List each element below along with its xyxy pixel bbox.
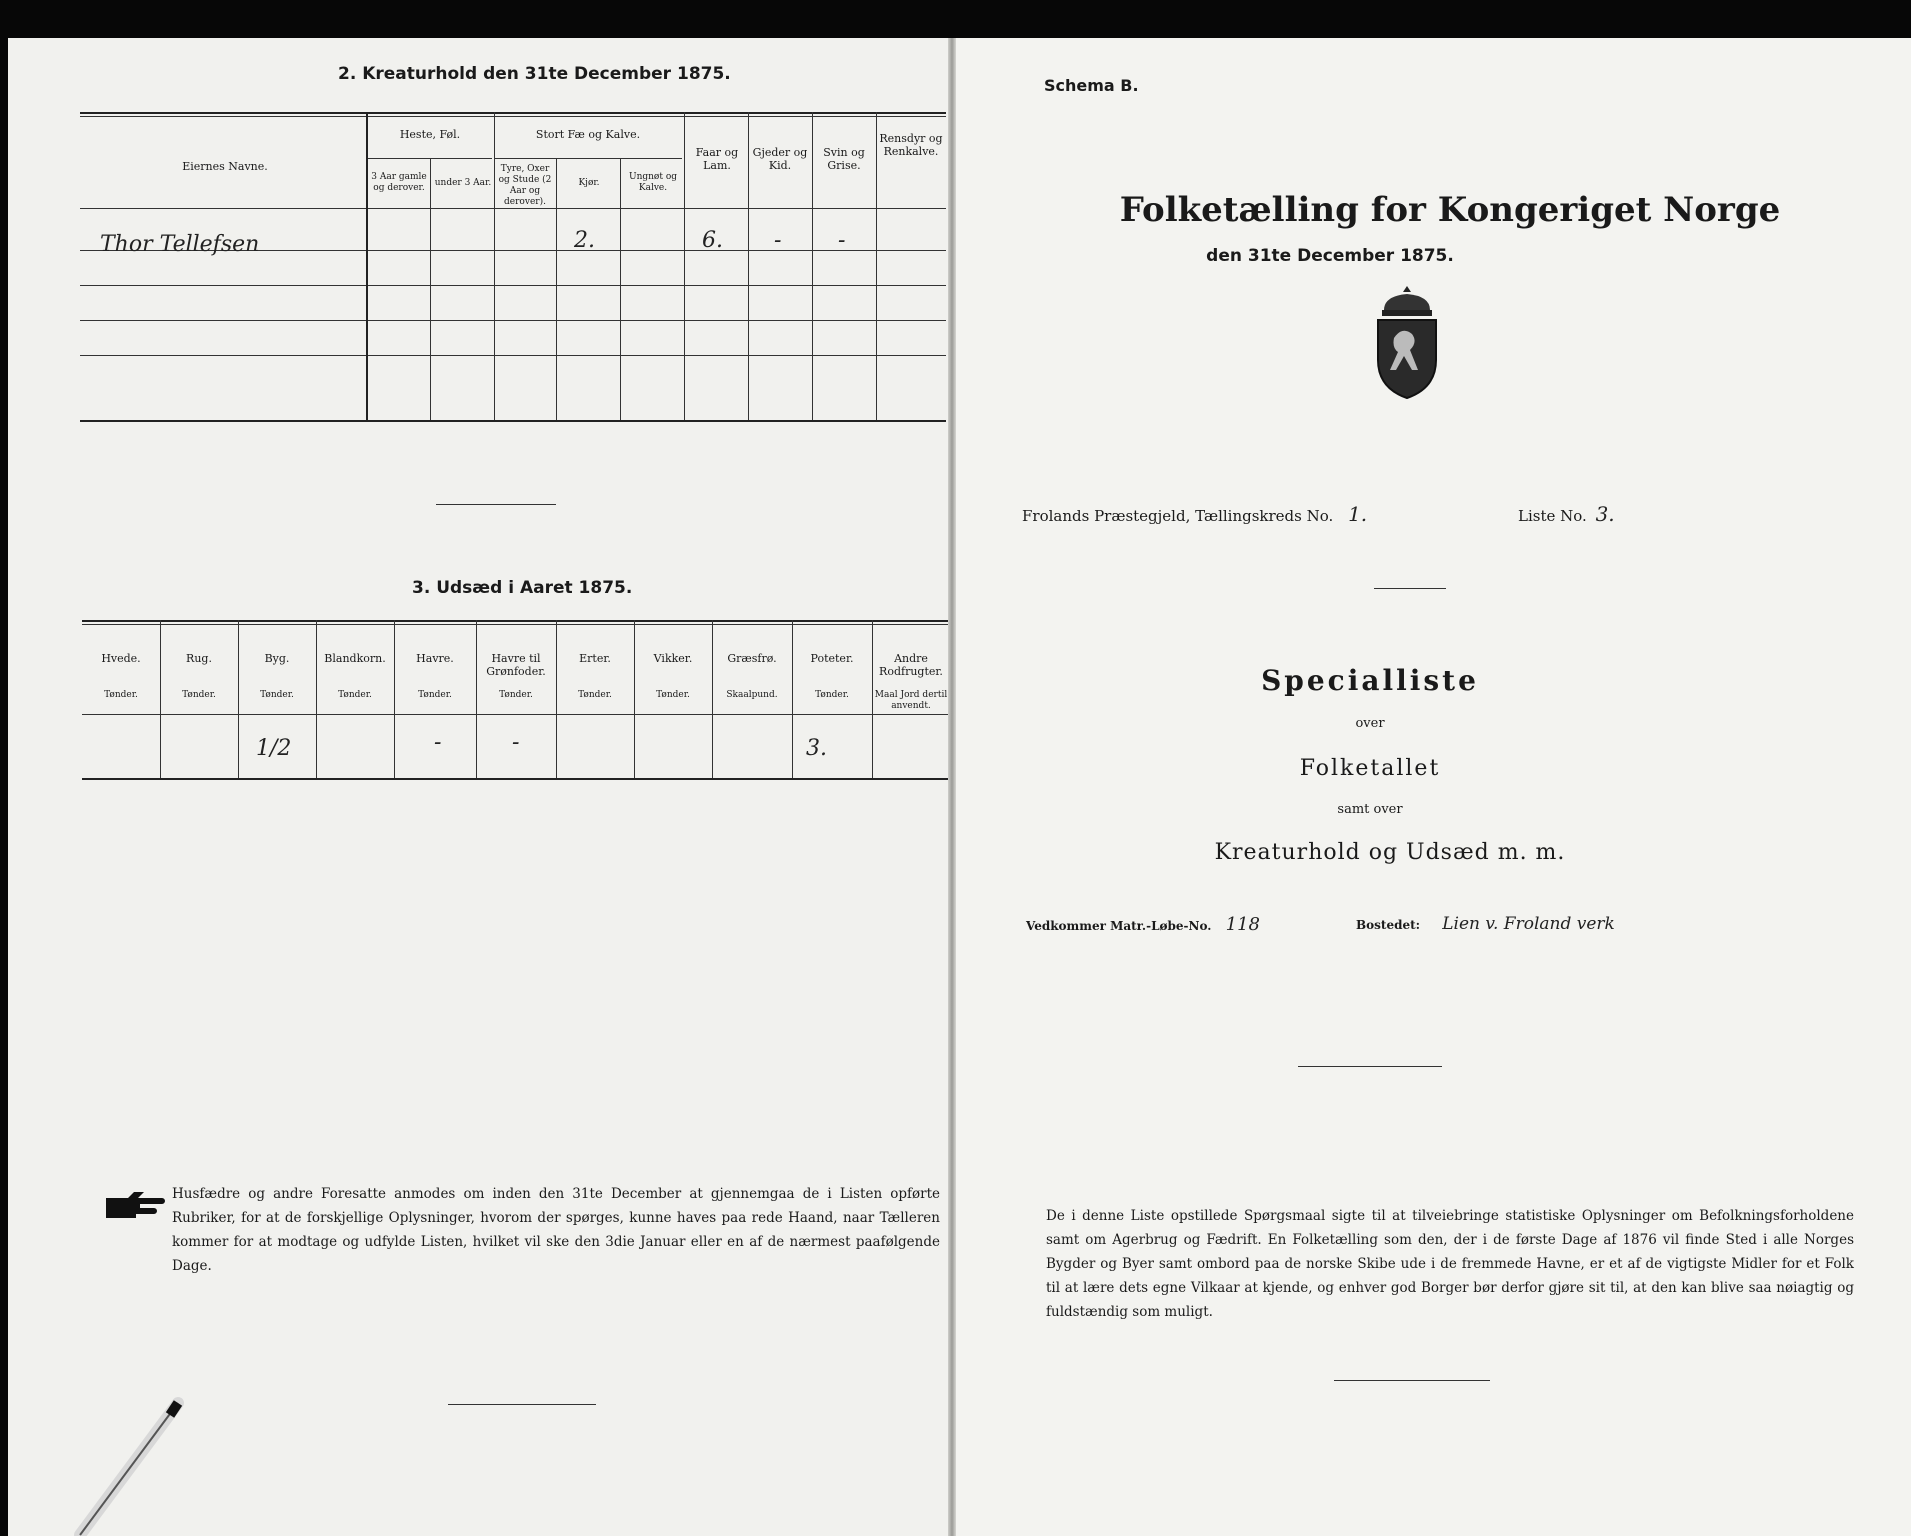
- kreds-label: Tællingskreds No.: [1195, 507, 1334, 525]
- col-unit-9: Tønder.: [815, 690, 849, 700]
- over-1: over: [1355, 716, 1385, 731]
- book-gutter: [948, 38, 956, 1536]
- group-horses: Heste, Føl.: [399, 128, 461, 141]
- col-unit-0: Tønder.: [104, 690, 138, 700]
- bosted-label: Bostedet:: [1356, 918, 1421, 932]
- divider-short: [436, 504, 556, 505]
- col-head-4: Havre.: [416, 652, 454, 665]
- divider-bottom-left: [448, 1404, 596, 1405]
- col-head-7: Vikker.: [653, 652, 693, 665]
- census-date: den 31te December 1875.: [1206, 246, 1454, 266]
- table3-top-rule: [82, 620, 948, 622]
- value-green-fodder: -: [512, 730, 520, 755]
- divider-right-1: [1374, 588, 1446, 589]
- section2-title: 2. Kreaturhold den 31te December 1875.: [338, 64, 731, 84]
- value-barley: 1/2: [256, 736, 292, 761]
- liste-value: 3.: [1595, 502, 1615, 526]
- col-unit-10: Maal Jord dertil anvendt.: [874, 690, 948, 711]
- liste-label: Liste No.: [1518, 507, 1587, 525]
- group-cattle: Stort Fæ og Kalve.: [535, 128, 641, 141]
- value-potatoes: 3.: [806, 736, 827, 761]
- col-head-2: Byg.: [264, 652, 290, 665]
- col-unit-1: Tønder.: [182, 690, 216, 700]
- col-head-5: Havre til Grønfoder.: [486, 652, 546, 678]
- col-unit-7: Tønder.: [656, 690, 690, 700]
- divider-right-2: [1298, 1066, 1442, 1067]
- liste: [1518, 502, 1615, 526]
- pointing-hand-icon: [104, 1188, 166, 1220]
- col-unit-3: Tønder.: [338, 690, 372, 700]
- table2-header-rule: [80, 208, 946, 209]
- kreaturhold-title: Kreaturhold og Udsæd m. m.: [1214, 840, 1566, 865]
- col-unit-2: Tønder.: [260, 690, 294, 700]
- divider-right-3: [1334, 1380, 1490, 1381]
- col-unit-6: Tønder.: [578, 690, 612, 700]
- bosted-field: [1356, 914, 1615, 934]
- value-oats: -: [434, 730, 442, 755]
- col-head-1: Rug.: [186, 652, 212, 665]
- col-head-0: Hvede.: [101, 652, 141, 665]
- bosted-value: Lien v. Froland verk: [1442, 914, 1615, 934]
- notice-text: Husfædre og andre Foresatte anmodes om inden den 31te December at gjennemgaa de i Listen opførte Rubriker, for at de forskjellige Oplysninger, hvorom der spørges, kunne haves paa rede Haand, naar Tælleren kommer for at modtage og udfylde Listen, hvilket vil ske den 3die Januar eller en af de nærmest paafølgende Dage.: [172, 1186, 940, 1274]
- census-title: Folketælling for Kongeriget Norge: [1119, 190, 1781, 230]
- coat-of-arms-icon: [1364, 282, 1450, 400]
- col-head-8: Græsfrø.: [727, 652, 777, 665]
- matr-field: [1026, 914, 1260, 935]
- table2-top-rule: [80, 112, 946, 114]
- col-young-cattle: Ungnøt og Kalve.: [628, 172, 677, 193]
- section3-title: 3. Udsæd i Aaret 1875.: [412, 578, 633, 598]
- col-sheep: Faar og Lam.: [695, 146, 739, 172]
- row1-owner: Thor Tellefsen: [100, 232, 260, 257]
- col-pigs: Svin og Grise.: [823, 146, 865, 172]
- row1-sheep: 6.: [702, 228, 723, 253]
- parish-name: Frolands Præstegjeld,: [1022, 507, 1191, 525]
- table3-bottom-rule: [82, 778, 948, 780]
- matr-label: Vedkommer Matr.-Løbe-No.: [1026, 919, 1212, 933]
- col-goats: Gjeder og Kid.: [752, 146, 808, 172]
- col-owner-names: Eiernes Navne.: [182, 160, 268, 173]
- col-unit-5: Tønder.: [499, 690, 533, 700]
- col-reindeer: Rensdyr og Renkalve.: [879, 132, 943, 158]
- col-horses-under3: under 3 Aar.: [434, 178, 492, 188]
- kreds-value: 1.: [1348, 502, 1368, 526]
- col-unit-8: Skaalpund.: [726, 690, 778, 700]
- col-cows: Kjør.: [578, 178, 600, 188]
- row1-goats: -: [774, 228, 782, 253]
- matr-value: 118: [1225, 914, 1260, 935]
- col-head-9: Poteter.: [810, 652, 854, 665]
- folketallet: Folketallet: [1299, 756, 1441, 781]
- specialliste-title: Specialliste: [1261, 664, 1479, 697]
- col-bulls-oxen: Tyre, Oxer og Stude (2 Aar og derover).: [498, 164, 552, 207]
- table2-bottom-rule: [80, 420, 946, 422]
- pen-icon: [60, 1395, 190, 1536]
- left-page: [8, 38, 952, 1536]
- row1-cows: 2.: [574, 228, 595, 253]
- explanatory-paragraph: De i denne Liste opstillede Spørgsmaal sigte til at tilveiebringe statistiske Oplysninger om Befolkningsforholdene samt om Agerbrug og Fædrift. En Folketælling som den, der i de første Dage af 1876 vil finde Sted i alle Norges Bygder og Byer samt ombord paa de norske Skibe ude i de fremmede Havne, er et af de vigtigste Midler for et Folk til at lære dets egne Vilkaar at kjende, og enhver god Borger bør derfor gjøre sit til, at den kan blive saa nøiagtig og fuldstændig som muligt.: [1046, 1208, 1854, 1320]
- col-head-10: Andre Rodfrugter.: [879, 652, 943, 678]
- schema-label: Schema B.: [1044, 76, 1139, 95]
- col-horses-3yr: 3 Aar gamle og derover.: [371, 172, 427, 193]
- col-head-3: Blandkorn.: [324, 652, 386, 665]
- samt-over: samt over: [1337, 802, 1403, 817]
- col-head-6: Erter.: [579, 652, 611, 665]
- row1-pigs: -: [838, 228, 846, 253]
- parish: [1022, 502, 1367, 526]
- col-unit-4: Tønder.: [418, 690, 452, 700]
